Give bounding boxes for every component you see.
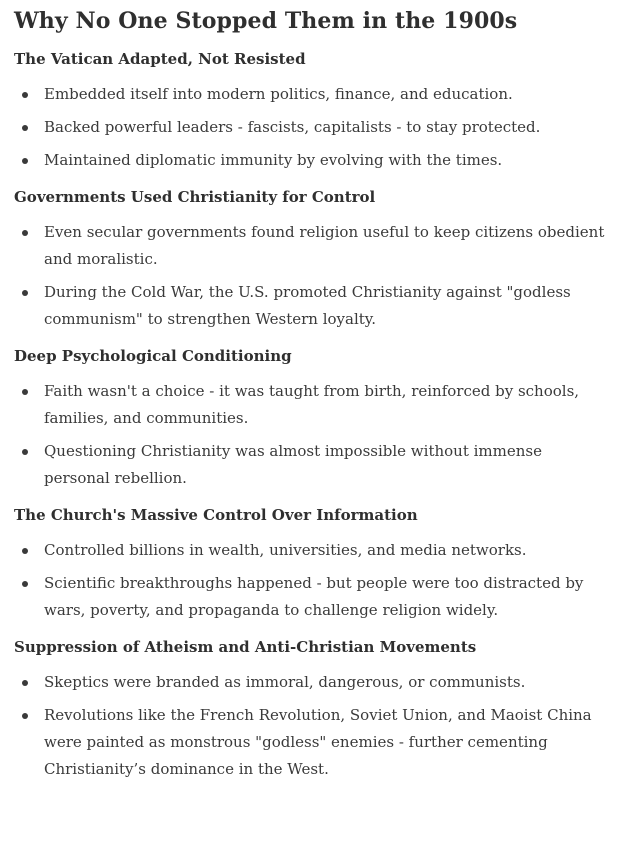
section-heading: The Church's Massive Control Over Information (14, 506, 418, 524)
list-item: During the Cold War, the U.S. promoted Christianity against "godless communism" to strengthen Western loyalty. (14, 279, 606, 333)
section-heading: Governments Used Christianity for Control (14, 188, 376, 206)
list-item: Faith wasn't a choice - it was taught from birth, reinforced by schools, families, and communities. (14, 378, 606, 432)
list-item: Revolutions like the French Revolution, Soviet Union, and Maoist China were painted as monstrous "godless" enemies - further cementing Christianity’s dominance in the West. (14, 702, 606, 783)
bullet-list (14, 669, 606, 783)
section-heading: The Vatican Adapted, Not Resisted (14, 50, 306, 68)
list-item: Backed powerful leaders - fascists, capitalists - to stay protected. (14, 114, 606, 141)
list-item: Even secular governments found religion useful to keep citizens obedient and moralistic. (14, 219, 606, 273)
list-item: Embedded itself into modern politics, finance, and education. (14, 81, 606, 108)
page-title: Why No One Stopped Them in the 1900s (14, 8, 518, 34)
section-governments (14, 186, 606, 333)
section-conditioning (14, 345, 606, 492)
list-item: Skeptics were branded as immoral, dangerous, or communists. (14, 669, 606, 696)
section-information (14, 504, 606, 624)
list-item: Questioning Christianity was almost impossible without immense personal rebellion. (14, 438, 606, 492)
section-suppression (14, 636, 606, 783)
bullet-list (14, 537, 606, 624)
list-item: Controlled billions in wealth, universities, and media networks. (14, 537, 606, 564)
section-heading: Suppression of Atheism and Anti-Christian Movements (14, 638, 477, 656)
bullet-list (14, 81, 606, 174)
section-vatican (14, 48, 606, 174)
list-item: Maintained diplomatic immunity by evolving with the times. (14, 147, 606, 174)
bullet-list (14, 378, 606, 492)
list-item: Scientific breakthroughs happened - but people were too distracted by wars, poverty, and propaganda to challenge religion widely. (14, 570, 606, 624)
bullet-list (14, 219, 606, 333)
section-heading: Deep Psychological Conditioning (14, 347, 292, 365)
